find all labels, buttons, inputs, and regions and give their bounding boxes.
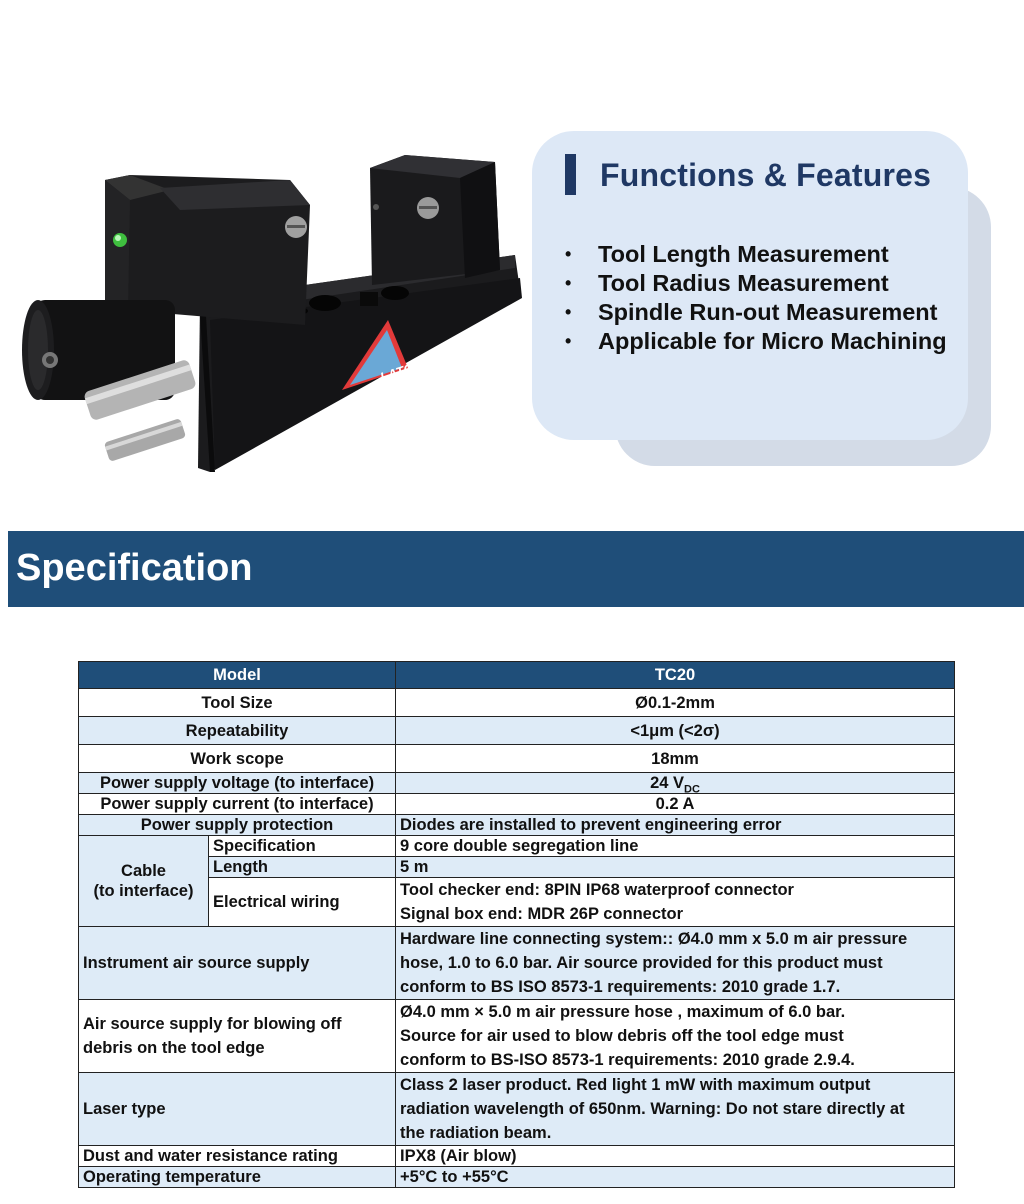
- table-row: [79, 878, 955, 927]
- cable-spec-label: Specification: [209, 836, 396, 857]
- cable-wiring-value: Tool checker end: 8PIN IP68 waterproof connector Signal box end: MDR 26P connector: [396, 878, 955, 927]
- row-value: Hardware line connecting system:: Ø4.0 mm x 5.0 m air pressure hose, 1.0 to 6.0 bar. Air source provided for this product must conform to BS ISO 8573-1 requirements: 2010 grade 1.7.: [396, 927, 955, 1000]
- row-label: Air source supply for blowing off debris on the tool edge: [79, 1000, 396, 1073]
- row-label: Instrument air source supply: [79, 927, 396, 1000]
- row-value: +5°C to +55°C: [396, 1167, 955, 1188]
- table-row: [79, 689, 955, 717]
- bullet-icon: •: [565, 273, 572, 293]
- table-header-row: [79, 662, 955, 689]
- table-row: [79, 1000, 955, 1073]
- table-row: [79, 815, 955, 836]
- row-value: <1μm (<2σ): [396, 717, 955, 745]
- specification-title: Specification: [16, 547, 253, 589]
- feature-item: • Tool Radius Measurement: [565, 270, 889, 296]
- header-model-label: Model: [79, 662, 396, 689]
- row-value: Class 2 laser product. Red light 1 mW with maximum output radiation wavelength of 650nm. Warning: Do not stare directly at the radiation beam.: [396, 1073, 955, 1146]
- table-row: [79, 1167, 955, 1188]
- header-model-value: TC20: [396, 662, 955, 689]
- row-label: Dust and water resistance rating: [79, 1146, 396, 1167]
- row-value: IPX8 (Air blow): [396, 1146, 955, 1167]
- row-value: Ø4.0 mm × 5.0 m air pressure hose , maximum of 6.0 bar. Source for air used to blow debris off the tool edge must conform to BS-ISO 8573-1 requirements: 2010 grade 2.9.4.: [396, 1000, 955, 1073]
- row-value: 18mm: [396, 745, 955, 773]
- row-label: Work scope: [79, 745, 396, 773]
- row-label: Tool Size: [79, 689, 396, 717]
- features-title-bar: [565, 154, 576, 195]
- bullet-icon: •: [565, 331, 572, 351]
- product-image: [10, 150, 530, 485]
- feature-item: • Spindle Run-out Measurement: [565, 299, 938, 325]
- spec-table: [78, 661, 955, 1188]
- table-row: [79, 745, 955, 773]
- table-row: [79, 857, 955, 878]
- cable-label: Cable (to interface): [79, 836, 209, 927]
- bullet-icon: •: [565, 244, 572, 264]
- features-list: [565, 240, 947, 356]
- cable-spec-value: 9 core double segregation line: [396, 836, 955, 857]
- table-row: [79, 1146, 955, 1167]
- row-label: Laser type: [79, 1073, 396, 1146]
- table-row: [79, 773, 955, 794]
- row-value: Diodes are installed to prevent engineering error: [396, 815, 955, 836]
- table-row: [79, 836, 955, 857]
- cable-length-label: Length: [209, 857, 396, 878]
- table-row: [79, 717, 955, 745]
- row-label: Repeatability: [79, 717, 396, 745]
- row-label: Power supply current (to interface): [79, 794, 396, 815]
- cable-wiring-label: Electrical wiring: [209, 878, 396, 927]
- bullet-icon: •: [565, 302, 572, 322]
- table-row: [79, 794, 955, 815]
- table-row: [79, 1073, 955, 1146]
- row-value: 24 $V_{DC}$: [396, 773, 955, 794]
- row-label: Power supply voltage (to interface): [79, 773, 396, 794]
- logo-text: LATC: [378, 360, 415, 385]
- row-label: Operating temperature: [79, 1167, 396, 1188]
- feature-item: • Applicable for Micro Machining: [565, 328, 947, 354]
- row-value: Ø0.1-2mm: [396, 689, 955, 717]
- table-row: [79, 927, 955, 1000]
- row-label: Power supply protection: [79, 815, 396, 836]
- features-title: Functions & Features: [600, 157, 932, 193]
- cable-length-value: 5 m: [396, 857, 955, 878]
- row-value: 0.2 A: [396, 794, 955, 815]
- feature-item: • Tool Length Measurement: [565, 241, 889, 267]
